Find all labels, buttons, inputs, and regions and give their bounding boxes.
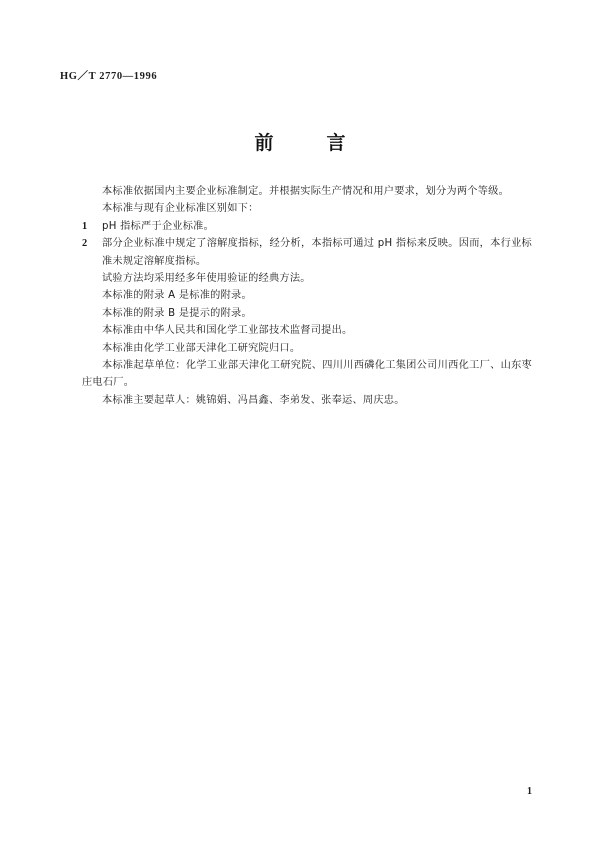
preface-paragraph: 本标准由化学工业部天津化工研究院归口。 (102, 342, 301, 354)
preface-paragraph: 本标准由中华人民共和国化学工业部技术监督司提出。 (102, 325, 353, 337)
preface-paragraph: 本标准的附录 A 是标准的附录。 (102, 290, 252, 302)
preface-paragraph: 试验方法均采用经多年使用验证的经典方法。 (102, 273, 311, 285)
page-number: 1 (527, 786, 532, 797)
preface-paragraph: 本标准依据国内主要企业标准制定。并根据实际生产情况和用户要求，划分为两个等级。 (102, 186, 510, 197)
preface-clause (82, 218, 532, 235)
preface-paragraph: 本标准的附录 B 是提示的附录。 (102, 307, 252, 319)
preface-body (82, 183, 532, 409)
preface-clause (82, 235, 532, 270)
clause-marker: 2 (82, 238, 88, 250)
standard-number-header: HG／T 2770—1996 (60, 71, 158, 82)
clause-text: pH 指标严于企业标准。 (102, 220, 215, 232)
preface-paragraph: 本标准主要起草人：姚锦娟、冯昌鑫、李弟发、张奉运、周庆忠。 (102, 394, 405, 406)
clause-text: 部分企业标准中规定了溶解度指标，经分析，本指标可通过 pH 指标来反映。因而，本行业标准未规定溶解度指标。 (102, 238, 532, 267)
preface-paragraph: 本标准起草单位：化学工业部天津化工研究院、四川川西磷化工集团公司川西化工厂、山东枣庄电石厂。 (82, 360, 532, 389)
preface-paragraph: 本标准与现有企业标准区别如下： (102, 203, 259, 215)
page-title: 前 言 (254, 132, 363, 154)
clause-marker: 1 (82, 220, 88, 232)
